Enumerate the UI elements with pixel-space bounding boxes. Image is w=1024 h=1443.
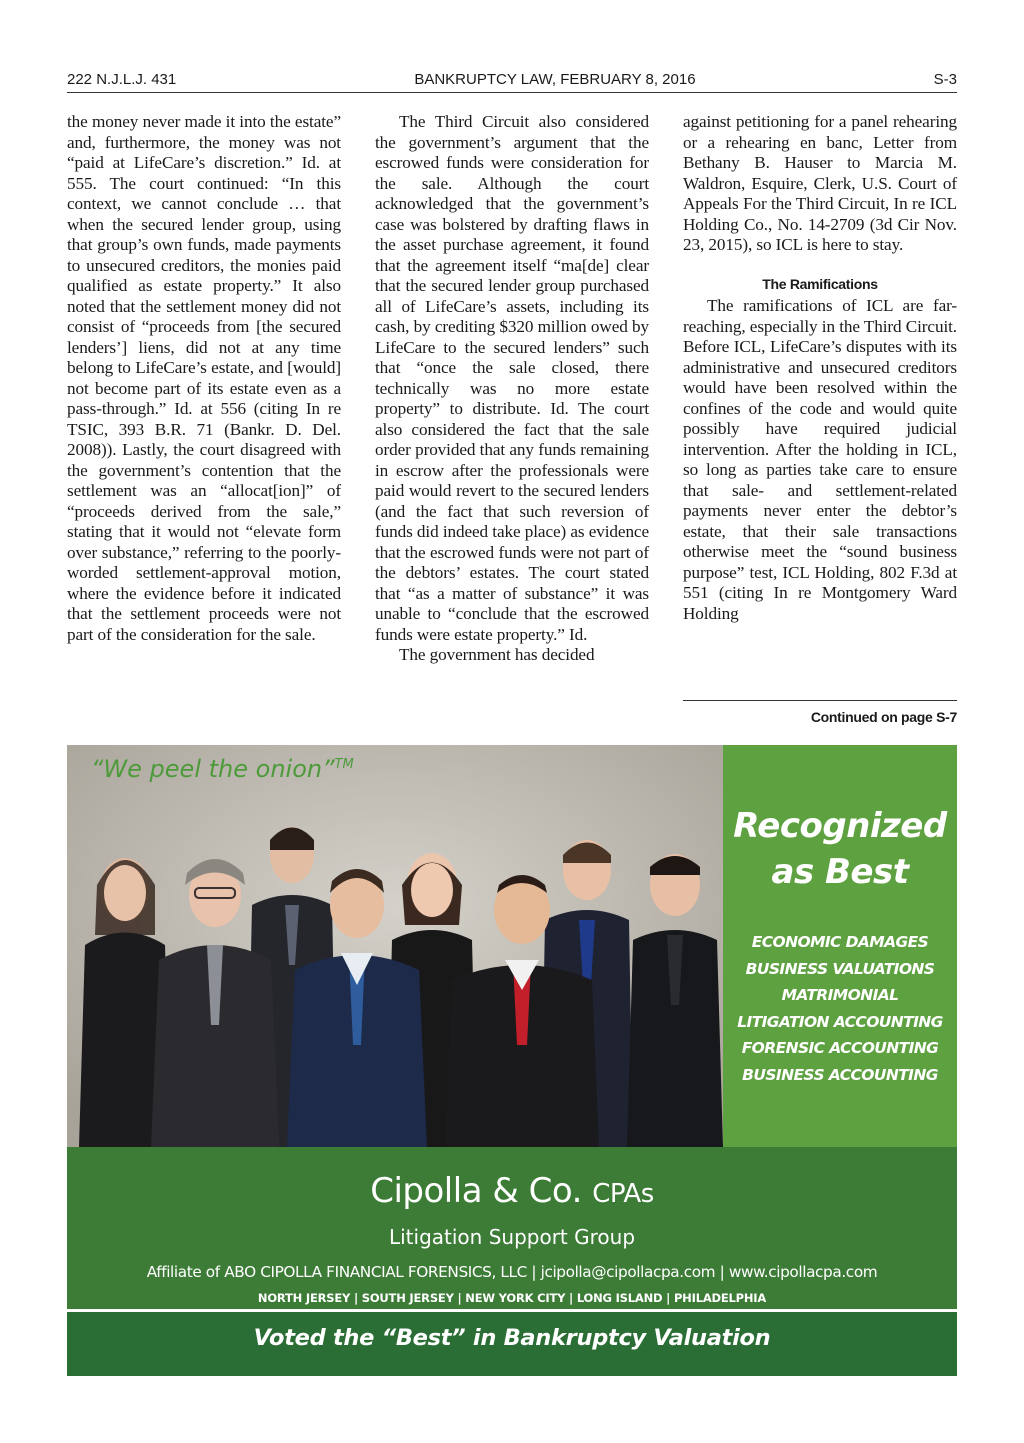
article-column-1 xyxy=(67,112,341,645)
voted-banner: Voted the “Best” in Bankruptcy Valuation xyxy=(67,1309,957,1376)
paragraph: The government has decided xyxy=(399,645,595,664)
section-title: BANKRUPTCY LAW, FEBRUARY 8, 2016 xyxy=(414,71,696,88)
paragraph: The ramifications of ICL are far-reaching, especially in the Third Circuit. Before ICL, LifeCare’s disputes with its administrative and unsecured creditors would have been resolved within the confines of the code and would quite possibly have required judicial intervention. After the holding in ICL, so long as parties take care to ensure that sale- and settlement-related payments never enter the debtor’s estate, that their sale transactions otherwise meet the “sound business purpose” test, ICL Holding, 802 F.3d at 551 (citing In re Montgomery Ward Holding xyxy=(683,296,957,623)
advertisement xyxy=(67,745,957,1376)
affiliate-contact[interactable]: Affiliate of ABO CIPOLLA FINANCIAL FORENSICS, LLC | jcipolla@cipollacpa.com | www.cipollacpa.com xyxy=(146,1263,878,1281)
recognized-panel xyxy=(723,745,957,1147)
page-number: S-3 xyxy=(933,71,957,88)
service-item: BUSINESS ACCOUNTING xyxy=(742,1065,938,1084)
paragraph: against petitioning for a panel rehearing or a rehearing en banc, Letter from Bethany B. Hauser to Marcia M. Waldron, Esquire, Clerk, U.S. Court of Appeals For the Third Circuit, In re ICL Holding Co., No. 14-2709 (3d Cir Nov. 23, 2015), so ICL is here to stay. xyxy=(683,112,957,254)
subheading: The Ramifications xyxy=(762,275,878,292)
page-header xyxy=(67,70,957,93)
service-item: FORENSIC ACCOUNTING xyxy=(741,1039,939,1058)
firm-name xyxy=(67,1171,957,1214)
office-locations: NORTH JERSEY | SOUTH JERSEY | NEW YORK CITY | LONG ISLAND | PHILADELPHIA xyxy=(257,1291,767,1305)
citation: 222 N.J.L.J. 431 xyxy=(67,71,177,88)
services-list xyxy=(723,929,957,1089)
continued-link[interactable]: Continued on page S-7 xyxy=(683,700,957,725)
firm-suffix: CPAs xyxy=(592,1179,654,1209)
service-item: LITIGATION ACCOUNTING xyxy=(737,1012,943,1031)
service-item: MATRIMONIAL xyxy=(781,986,899,1005)
paragraph: the money never made it into the estate” and, furthermore, the money was not “paid at LifeCare’s discretion.” Id. at 555. The court continued: “In this context, we cannot conclude … that when the secured lender group, using that group’s own funds, made payments to unsecured creditors, the monies paid qualified as estate property.” It also noted that the settlement money did not consist of “proceeds from [the secured lenders’] liens, did not at any time belong to LifeCare’s estate, and [would] not become part of its estate even as a pass-through.” Id. at 556 (citing In re TSIC, 393 B.R. 71 (Bankr. D. Del. 2008)). Lastly, the court disagreed with the government’s contention that the settlement was an “allocat[ion]” of “proceeds derived from the sale,” stating that it would not “elevate form over substance,” referring to the poorly-worded settlement-approval motion, where the evidence before it indicated that the settlement proceeds were not part of the consideration for the sale. xyxy=(67,112,341,644)
firm-band xyxy=(67,1147,957,1309)
tagline-text: “We peel the onion” xyxy=(91,755,335,783)
paragraph: The Third Circuit also considered the government’s argument that the escrowed funds were consideration for the sale. Although the court acknowledged that the government’s case was bolstered by drafting flaws in the asset purchase agreement, it found that the agreement itself “ma[de] clear that the secured lender group purchased all of LifeCare’s assets, including its cash, by crediting $320 million owed by LifeCare to the secured lenders” such that “once the sale closed, there technically was no more estate property” to distribute. Id. The court also considered the fact that the sale order provided that any funds remaining in escrow after the professionals were paid would revert to the secured lenders (and the fact that such reversion of funds did indeed take place) as evidence that the escrowed funds were not part of the debtors’ estates. The court stated that “as a matter of substance” it was unable to “conclude that the escrowed funds were estate property.” Id. xyxy=(375,112,649,644)
recognized-heading xyxy=(723,803,957,895)
group-name: Litigation Support Group xyxy=(388,1225,636,1249)
article-column-2 xyxy=(375,112,649,666)
tagline xyxy=(91,755,354,783)
team-photo-illustration xyxy=(67,745,723,1147)
team-photo xyxy=(67,745,723,1147)
trademark-mark: TM xyxy=(334,757,354,772)
article-column-3 xyxy=(683,112,957,624)
service-item: ECONOMIC DAMAGES xyxy=(751,933,929,951)
recognized-line-2: as Best xyxy=(771,852,909,892)
firm-name-text: Cipolla & Co. xyxy=(370,1171,582,1211)
recognized-line-1: Recognized xyxy=(733,806,947,846)
service-item: BUSINESS VALUATIONS xyxy=(745,959,935,978)
